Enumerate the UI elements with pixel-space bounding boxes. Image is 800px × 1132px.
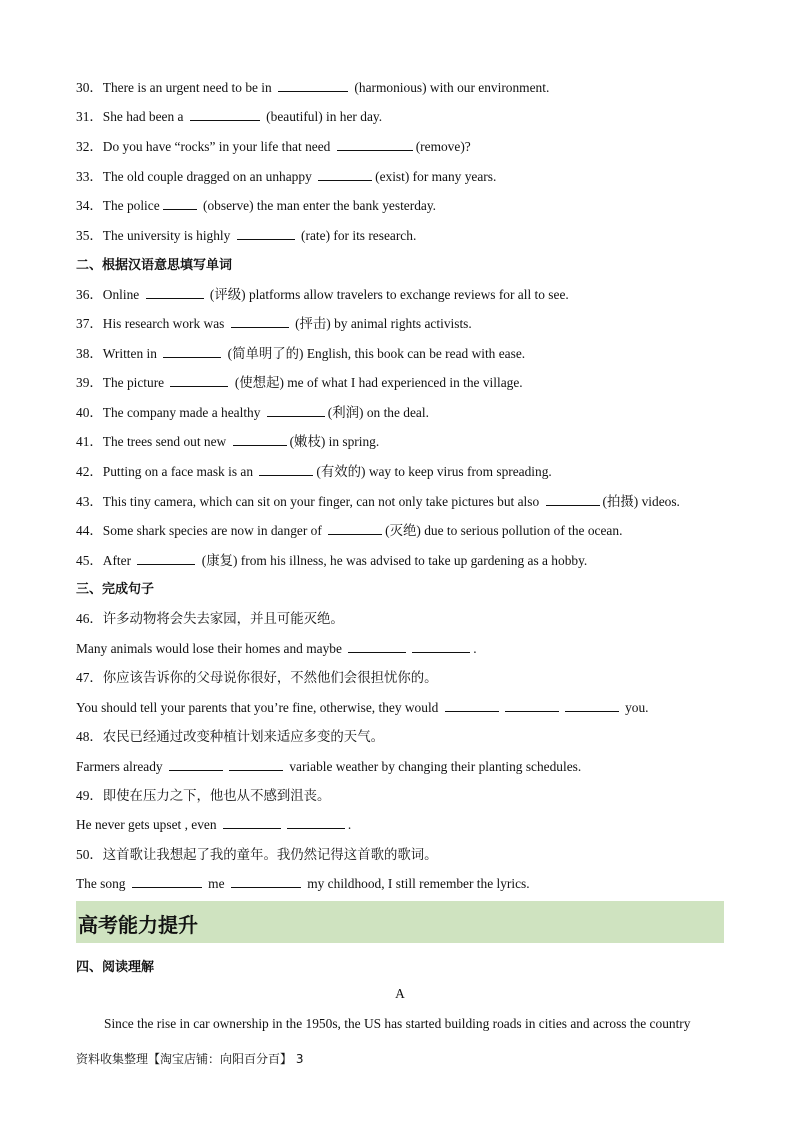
passage-paragraph: Since the rise in car ownership in the 1950s, the US has started building roads in cities and across the country bbox=[104, 1016, 691, 1031]
answer-blank[interactable] bbox=[546, 493, 600, 506]
question-49-chinese: 49．即使在压力之下，他也从不感到沮丧。 bbox=[76, 788, 331, 803]
question-45: 45．After (康复) from his illness, he was advised to take up gardening as a hobby. bbox=[76, 553, 588, 568]
section-heading-4: 四、阅读理解 bbox=[76, 960, 155, 975]
answer-blank[interactable] bbox=[231, 315, 289, 328]
question-34: 34．The police (observe) the man enter the bank yesterday. bbox=[76, 198, 437, 213]
answer-blank[interactable] bbox=[565, 699, 619, 712]
question-37: 37．His research work was (抨击) by animal rights activists. bbox=[76, 316, 472, 331]
answer-blank[interactable] bbox=[163, 197, 197, 210]
question-35: 35．The university is highly (rate) for its research. bbox=[76, 228, 417, 243]
question-49-english: He never gets upset , even . bbox=[76, 817, 352, 832]
answer-blank[interactable] bbox=[278, 79, 348, 92]
answer-blank[interactable] bbox=[169, 758, 223, 771]
answer-blank[interactable] bbox=[163, 345, 221, 358]
question-40: 40．The company made a healthy (利润) on the deal. bbox=[76, 405, 429, 420]
answer-blank[interactable] bbox=[259, 463, 313, 476]
question-48-chinese: 48．农民已经通过改变种植计划来适应多变的天气。 bbox=[76, 729, 384, 744]
section-banner bbox=[76, 901, 724, 943]
question-48-english: Farmers already variable weather by changing their planting schedules. bbox=[76, 759, 582, 774]
question-50-chinese: 50．这首歌让我想起了我的童年。我仍然记得这首歌的歌词。 bbox=[76, 847, 438, 862]
answer-blank[interactable] bbox=[505, 699, 559, 712]
answer-blank[interactable] bbox=[237, 227, 295, 240]
question-43: 43．This tiny camera, which can sit on your finger, can not only take pictures but also (拍摄) videos. bbox=[76, 494, 680, 509]
answer-blank[interactable] bbox=[233, 433, 287, 446]
answer-blank[interactable] bbox=[328, 522, 382, 535]
question-33: 33．The old couple dragged on an unhappy (exist) for many years. bbox=[76, 169, 497, 184]
answer-blank[interactable] bbox=[170, 374, 228, 387]
question-47-english: You should tell your parents that you’re fine, otherwise, they would you. bbox=[76, 700, 649, 715]
page-footer: 资料收集整理【淘宝店铺：向阳百分百】 3 bbox=[76, 1052, 304, 1066]
answer-blank[interactable] bbox=[337, 138, 413, 151]
question-50-english: The song me my childhood, I still remember the lyrics. bbox=[76, 876, 530, 891]
answer-blank[interactable] bbox=[223, 816, 281, 829]
question-38: 38．Written in (简单明了的) English, this book can be read with ease. bbox=[76, 346, 526, 361]
answer-blank[interactable] bbox=[412, 640, 470, 653]
answer-blank[interactable] bbox=[190, 108, 260, 121]
passage-label: A bbox=[395, 986, 405, 1001]
question-41: 41．The trees send out new (嫩枝) in spring. bbox=[76, 434, 380, 449]
answer-blank[interactable] bbox=[318, 168, 372, 181]
answer-blank[interactable] bbox=[267, 404, 325, 417]
section-heading-2: 二、根据汉语意思填写单词 bbox=[76, 258, 233, 273]
answer-blank[interactable] bbox=[231, 875, 301, 888]
answer-blank[interactable] bbox=[137, 552, 195, 565]
banner-title: 高考能力提升 bbox=[78, 913, 198, 937]
question-42: 42．Putting on a face mask is an (有效的) way to keep virus from spreading. bbox=[76, 464, 552, 479]
answer-blank[interactable] bbox=[229, 758, 283, 771]
question-47-chinese: 47．你应该告诉你的父母说你很好，不然他们会很担忧你的。 bbox=[76, 670, 438, 685]
question-46-english: Many animals would lose their homes and maybe . bbox=[76, 641, 477, 656]
section-heading-3: 三、完成句子 bbox=[76, 582, 155, 597]
question-32: 32．Do you have “rocks” in your life that need (remove)? bbox=[76, 139, 471, 154]
answer-blank[interactable] bbox=[348, 640, 406, 653]
question-46-chinese: 46．许多动物将会失去家园，并且可能灭绝。 bbox=[76, 611, 344, 626]
question-31: 31．She had been a (beautiful) in her day. bbox=[76, 109, 383, 124]
question-39: 39．The picture (使想起) me of what I had experienced in the village. bbox=[76, 375, 523, 390]
question-44: 44．Some shark species are now in danger of (灭绝) due to serious pollution of the ocean. bbox=[76, 523, 623, 538]
answer-blank[interactable] bbox=[132, 875, 202, 888]
question-36: 36．Online (评级) platforms allow travelers to exchange reviews for all to see. bbox=[76, 287, 569, 302]
answer-blank[interactable] bbox=[146, 286, 204, 299]
answer-blank[interactable] bbox=[445, 699, 499, 712]
question-30: 30．There is an urgent need to be in (harmonious) with our environment. bbox=[76, 80, 550, 95]
answer-blank[interactable] bbox=[287, 816, 345, 829]
